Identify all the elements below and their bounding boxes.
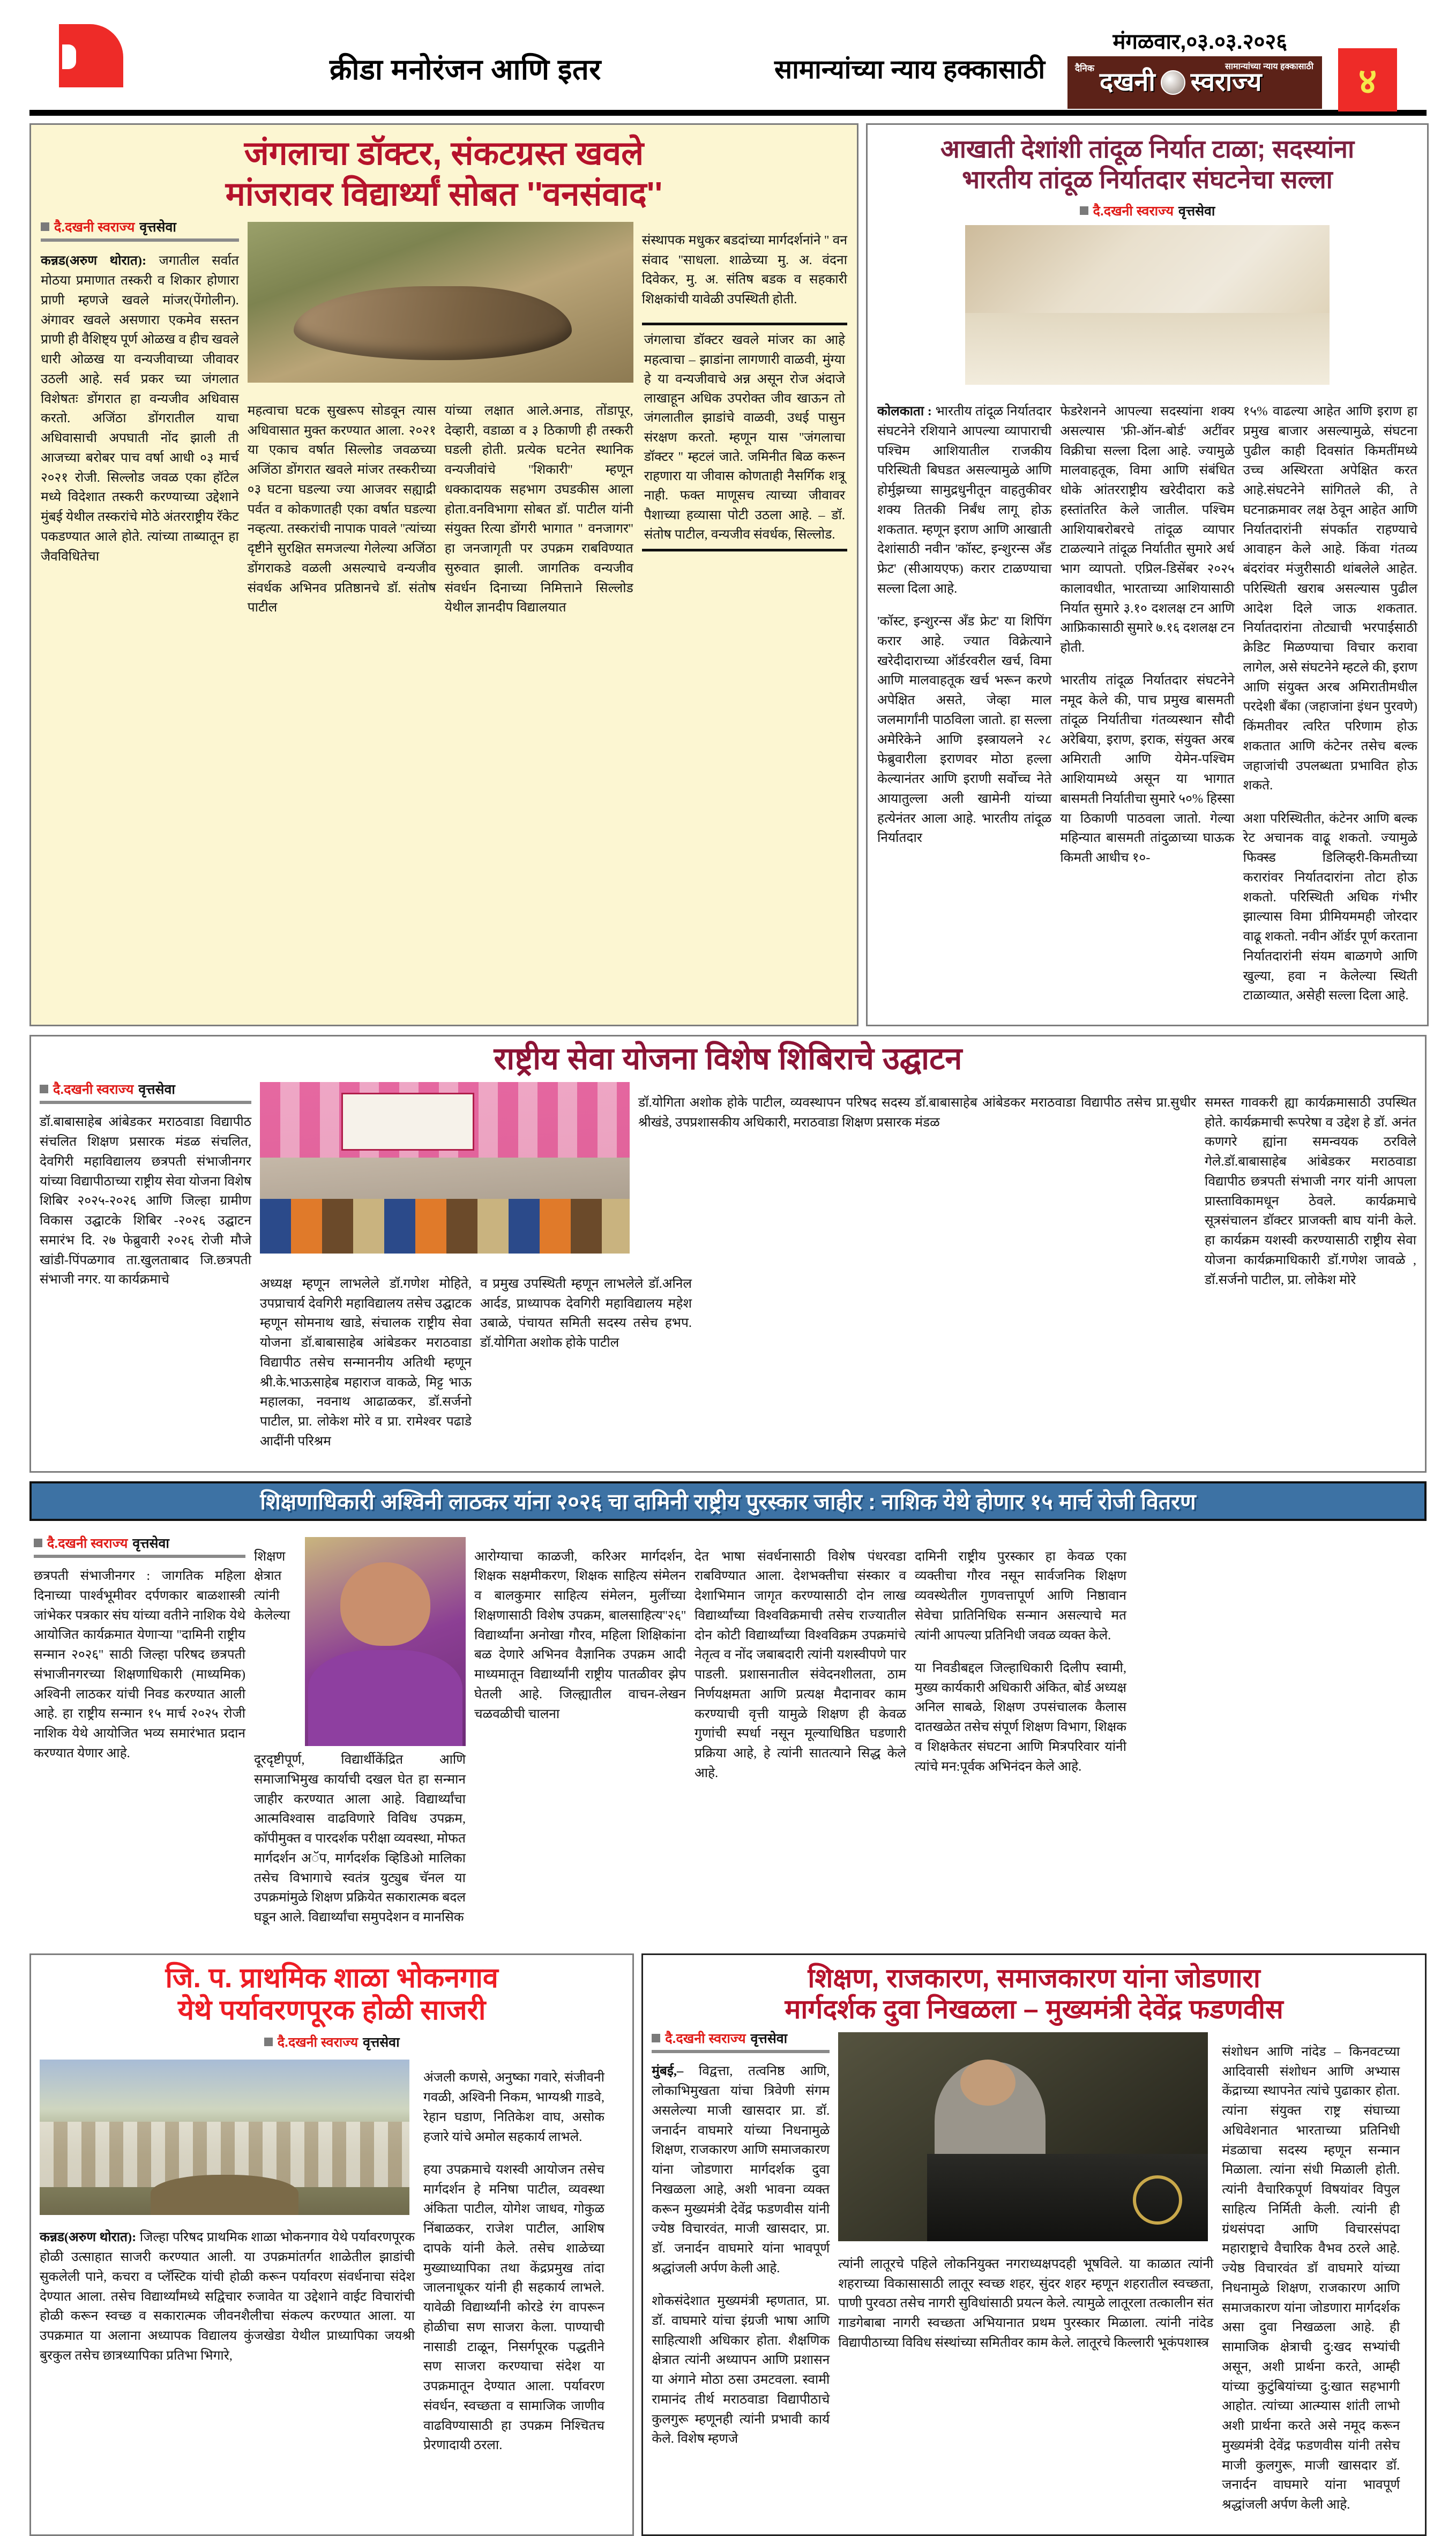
award-banner (29, 1481, 1427, 1521)
award-banner-text: शिक्षणाधिकारी अश्विनी लाठकर यांना २०२६ चा दामिनी राष्ट्रीय पुरस्कार जाहीर : नाशिक येथे होणार १५ मार्च रोजी वितरण (260, 1489, 1196, 1515)
story-waghmare-body-1 (652, 2062, 830, 2278)
publication-logo-icon (59, 24, 123, 87)
story-nss-text-3b: व प्रमुख उपस्थिती म्हणून लाभलेले डॉ.अनिल आर्दड, प्राध्यापक देवगिरी महाविद्यालय महेश उबाळे, पंचायत समिती सदस्य तसेच हभप. डॉ.योगिता अशोक होके पाटील (480, 1276, 692, 1351)
story-holi-text-2: अंजली कणसे, अनुष्का गवारे, संजीवनी गवळी, अश्विनी निकम, भाग्यश्री गाडवे, रेहान घडाण, नितिकेश वाघ, असोक हजारे यांचे अमोल सहकार्य लाभले. (423, 2070, 604, 2144)
byline (41, 218, 239, 236)
section-title: क्रीडा मनोरंजन आणि इतर (330, 54, 601, 86)
story-damini-text-4: देत भाषा संवर्धनासाठी विशेष पंधरवडा राबविण्यात आला. देशभक्तीचा संस्कार व देशाभिमान जागृत करण्यासाठी दोन लाख विद्यार्थ्यांच्या विश्वविक्रमाची तसेच राज्यातील दोन कोटी विद्यार्थ्यांच्या विश्वविक्रम उपक्रमांचे नेतृत्व व नोंद जबाबदारी त्यांनी यशस्वीपणे पार पाडली. प्रशासनातील संवेदनशीलता, ठाम निर्णयक्षमता आणि प्रत्यक्ष मैदानावर काम करण्याची वृत्ती यामुळे शिक्षण ही केवळ गुणांची स्पर्धा नसून मूल्याधिष्ठित घडणारी प्रक्रिया आहे, हे त्यांनी सातत्याने सिद्ध केले आहे. (695, 1549, 906, 1780)
story-waghmare-text-1b: शोकसंदेशात मुख्यमंत्री म्हणतात, प्रा. डॉ. वाघमारे यांचा इंग्रजी भाषा आणि साहित्याशी अधिकार होता. शैक्षणिक क्षेत्रात त्यांनी अध्यापन आणि प्रशासन या अंगाने मोठा ठसा उमटवला. स्वामी रामानंद तीर्थ मराठवाडा विद्यापीठाचे कुलगुरू म्हणूनही त्यांनी प्रभावी कार्य केले. विशेष म्हणजे (652, 2294, 830, 2447)
story-holi-dateline: कन्नड(अरुण थोरात): (40, 2230, 137, 2245)
decor-table (260, 1199, 630, 1254)
story-pangolin-quote: जंगलाचा डॉक्टर खवले मांजर का आहे महत्वाचा – झाडांना लागणारी वाळवी, मुंग्या हे या वन्यजीवाचे अन्न असून रोज अंदाजे लाखाहून अधिक उपरोक्त जीव खाऊन तो जंगलातील झाडांचे वाळवी, उधई पासुन संरक्षण करतो. म्हणून यास ''जंगलाचा डॉक्टर '' म्हटलं जाते. जमिनीत बिळ करून राहणारा या जीवास कोणताही नैसर्गिक शत्रू नाही. फक्त माणूसच त्याच्या जीवावर पैशाच्या हव्यासा पोटी उठला आहे. – डॉ. संतोष पाटील, वन्यजीव संवर्धक, सिल्लोड. (644, 333, 845, 542)
story-rice-body-1 (877, 402, 1051, 599)
masthead-logo (1067, 56, 1322, 109)
story-waghmare-tribute (641, 1953, 1427, 2536)
story-damini-col-3 (474, 1534, 686, 1941)
story-holi-col-2 (423, 2055, 604, 2469)
story-waghmare-headline-line2: मार्गदर्शक दुवा निखळला – मुख्यमंत्री देवेंद्र फडणवीस (785, 1994, 1283, 2025)
story-pangolin (29, 123, 858, 1026)
story-pangolin-quote-box (642, 323, 847, 551)
masthead (29, 0, 1427, 110)
story-rice-headline-line2: भारतीय तांदूळ निर्यातदार संघटनेचा सल्ला (962, 165, 1333, 194)
story-nss-text-3: डॉ.योगिता अशोक होके पाटील, व्यवस्थापन परिषद सदस्य डॉ.बाबासाहेब आंबेडकर मराठवाडा विद्यापीठ तसेच प्रा.सुधीर श्रीखंडे, उपप्रशासकीय अधिकारी, मराठवाडा शिक्षण प्रसारक मंडळ (638, 1095, 1196, 1130)
portrait-dress (308, 1650, 462, 1746)
story-waghmare-text-3: संशोधन आणि नांदेड – किनवटच्या आदिवासी संशोधन आणि अभ्यास केंद्राच्या स्थापनेत त्यांचे पुढाकार होता. त्यांना संयुक्त राष्ट्र संघाच्या अधिवेशनात भारताच्या प्रतिनिधी मंडळाचा सदस्य म्हणून सन्मान मिळाला. त्यांना संधी मिळाली होती. त्यांनी वैचारिकपूर्ण विषयांवर विपुल साहित्य निर्मिती केली. त्यांनी ही ग्रंथसंपदा आणि विचारसंपदा महाराष्ट्राचे वैचारिक वैभव ठरले आहे. ज्येष्ठ विचारवंत डॉ वाघमारे यांच्या निधनामुळे शिक्षण, राजकारण आणि समाजकारण यांना जोडणारा मार्गदर्शक असा दुवा निखळला आहे. ही सामाजिक क्षेत्राची दु:खद सभ्यांची असून, अशी प्रार्थना करते, आम्ही यांच्या कुटुंबियांच्या दु:खात सहभागी आहोत. त्यांच्या आत्म्यास शांती लाभो अशी प्रार्थना करते असे नमूद करून मुख्यमंत्री देवेंद्र फडणवीस यांनी तसेच माजी कुलगुरू, माजी खासदार डॉ. जनार्दन वाघमारे यांना भावपूर्ण श्रद्धांजली अर्पण केली आहे. (1222, 2044, 1400, 2512)
story-pangolin-dateline: कन्नड(अरुण थोरात): (41, 253, 147, 268)
byline-publication: दै.दखनी स्वराज्य (1093, 203, 1174, 219)
story-rice-text-2b: भारतीय तांदूळ निर्यातदार संघटनेने नमूद केले की, पाच प्रमुख बासमती तांदूळ निर्यातीचा गंतव्यस्थान सौदी अरेबिया, इराण, इराक, संयुक्त अरब अमिराती आणि येमेन-पश्चिम आशियामध्ये असून या भागात बासमती निर्यातीचा सुमारे ५०% हिस्सा या ठिकाणी पाठवला जातो. गेल्या महिन्यात बासमती तांदुळाच्या घाऊक किमती आधीच १०- (1060, 673, 1235, 866)
story-damini-text-1: छत्रपती संभाजीनगर : जागतिक महिला दिनाच्या पार्श्वभूमीवर दर्पणकार बाळशास्त्री जांभेकर पत्रकार संघ यांच्या वतीने नाशिक येथे आयोजित कार्यक्रमात येणाऱ्या ''दामिनी राष्ट्रीय सन्मान २०२६'' साठी जिल्हा परिषद छत्रपती संभाजीनगरच्या शिक्षणाधिकारी (माध्यमिक) अश्विनी लाठकर यांची निवड करण्यात आली आहे. हा राष्ट्रीय सन्मान १५ मार्च २०२५ रोजी नाशिक येथे आयोजित भव्य समारंभात प्रदान करण्यात येणार आहे. (34, 1569, 245, 1761)
bullet-square-icon (41, 222, 49, 231)
byline-service: वृत्तसेवा (1178, 203, 1215, 219)
story-holi-text-1: जिल्हा परिषद प्राथमिक शाळा भोकनगाव येथे पर्यावरणपूरक होळी उत्साहात साजरी करण्यात आली. या उपक्रमांतर्गत शाळेतील झाडांची सुकलेली पाने, कचरा व प्लॅस्टिक यांची होळी करून पर्यावरण संवर्धनाचा संदेश देण्यात आला. तसेच विद्यार्थ्यांमध्ये सद्विचार रुजावेत या उद्देशाने वाईट विचारांची होळी करून स्वच्छ व सकारात्मक जीवनशैलीचा संकल्प करण्यात आला. या उपक्रमात या अलाना अध्यापक विद्यालय कुंजखेडा येथील प्राध्यापिका जयश्री बुरकुल तसेच छात्रध्यापिका प्रतिभा भिगारे, (40, 2230, 415, 2363)
byline-divider (652, 2050, 830, 2053)
page-number-badge (1338, 48, 1397, 111)
bullet-square-icon (264, 2038, 273, 2046)
byline-divider (40, 1101, 251, 1104)
story-damini-col-5 (915, 1534, 1126, 1941)
story-rice-headline-line1: आखाती देशांशी तांदूळ निर्यात टाळा; सदस्यांना (940, 135, 1355, 163)
story-waghmare-text-2: त्यांनी लातूरचे पहिले लोकनियुक्त नगराध्यक्षपदही भूषविले. या काळात त्यांनी शहराच्या विकासासाठी लातूर स्वच्छ शहर, सुंदर शहर म्हणून शहरातील स्वच्छता, पाणी पुरवठा तसेच नागरी सुविधांसाठी प्रयत्न केले. त्यामुळे लातूरला तत्कालीन संत गाडगेबाबा नागरी स्वच्छता अभियानात प्रथम पुरस्कार मिळाला. त्यांनी नांदेड विद्यापीठाच्या विविध संस्थांच्या समितीवर काम केले. लातूरचे किल्लारी भूकंपशास्त्र (838, 2256, 1214, 2350)
story-waghmare-photo (838, 2032, 1208, 2241)
byline (40, 2033, 624, 2051)
byline-publication: दै.दखनी स्वराज्य (665, 2031, 746, 2047)
masthead-logo-slogan: सामान्यांच्या न्याय हक्कासाठी (1225, 62, 1313, 71)
story-nss-col-4 (1205, 1080, 1416, 1465)
bullet-square-icon (34, 1539, 42, 1547)
byline-publication: दै.दखनी स्वराज्य (47, 1536, 128, 1552)
masthead-word-1: दखनी (1099, 68, 1155, 96)
story-nss-camp (29, 1035, 1427, 1473)
byline (40, 1080, 251, 1098)
bullet-square-icon (1080, 206, 1088, 215)
story-pangolin-text-2: महत्वाचा घटक सुखरूप सोडवून त्यास अधिवासात मुक्त करण्यात आला. २०२१ या एकाच वर्षात सिल्लोड जवळच्या अजिंठा डोंगरात खवले मांजर तस्करीच्या ०३ घटना घडल्या ज्या आजवर सह्याद्री पर्वत व कोकणातही एका वर्षात घडल्या नव्हत्या. तस्करांची नापाक पावले ''त्यांच्या दृष्टीने सुरक्षित समजल्या गेलेल्या अजिंठा डोंगराकडे वळली असल्याचे वन्यजीव संवर्धक अभिनव प्रतिष्ठानचे डॉ. संतोष पाटील (247, 403, 436, 615)
story-nss-text-2: अध्यक्ष म्हणून लाभलेले डॉ.गणेश मोहिते, उपप्राचार्य देवगिरी महाविद्यालय तसेच उद्घाटक म्हणून सोमनाथ खाडे, संचालक राष्ट्रीय सेवा योजना डॉ.बाबासाहेब आंबेडकर मराठवाडा विद्यापीठ तसेच सन्माननीय अतिथी म्हणून श्री.के.भाऊसाहेब महाराज वाकळे, मिट्ट भाऊ महालका, नवनाथ आढाळकर, डॉ.सर्जनो पाटील, प्रा. लोकेश मोरे व प्रा. रामेश्वर पढाडे आदींनी परिश्रम (260, 1276, 472, 1449)
story-rice-text-2: फेडरेशनने आपल्या सदस्यांना शक्य असल्यास 'फ्री-ऑन-बोर्ड' अटींवर विक्रीचा सल्ला दिला आहे. ज्यामुळे मालवाहतूक, विमा आणि संबंधित धोके आंतरराष्ट्रीय खरेदीदारा कडे हस्तांतरित केले जातील. पश्चिम आशियाबरोबरचे तांदूळ व्यापार टाळल्याने तांदूळ निर्यातीत सुमारे अर्ध भाग व्यापतो. एप्रिल-डिसेंबर २०२५ कालावधीत, भारताच्या आशियासाठी निर्यात सुमारे ३.१० दशलक्ष टन आणि आफ्रिकासाठी सुमारे ७.१६ दशलक्ष टन होती. (1060, 404, 1235, 655)
top-stories-row (29, 123, 1427, 1026)
byline-divider (41, 238, 239, 242)
story-damini-col-4 (695, 1534, 906, 1941)
story-pangolin-headline-line2: मांजरावर विद्यार्थ्यां सोबत ''वनसंवाद'' (225, 175, 663, 213)
story-damini-text-5: दामिनी राष्ट्रीय पुरस्कार हा केवळ एका व्यक्तीचा गौरव नसून सार्वजनिक शिक्षण व्यवस्थेतील गुणवत्तापूर्ण आणि निष्ठावान सेवेचा प्रातिनिधिक सन्मान असल्याचे मत त्यांनी आपल्या प्रतिनिधी जवळ व्यक्त केले. (915, 1549, 1126, 1643)
story-waghmare-col-1 (652, 2029, 830, 2528)
byline-publication: दै.दखनी स्वराज्य (53, 1082, 134, 1098)
story-rice-export (866, 123, 1429, 1026)
story-waghmare-dateline: मुंबई,– (652, 2064, 684, 2079)
story-pangolin-col-4 (642, 218, 847, 631)
story-damini-col-1 (34, 1534, 245, 1941)
byline-service: वृत्तसेवा (750, 2031, 788, 2047)
portrait-face (340, 1562, 430, 1646)
masthead-kicker: दैनिक (1075, 63, 1094, 73)
byline-divider (34, 1555, 245, 1558)
pangolin-shape (294, 286, 571, 360)
story-damini-portrait-photo (305, 1537, 466, 1746)
story-pangolin-col-1 (41, 218, 239, 631)
byline-service: वृत्तसेवा (132, 1536, 169, 1552)
event-banner (341, 1093, 474, 1151)
story-rice-photo (965, 225, 1330, 385)
story-pangolin-photo (248, 222, 633, 383)
bullet-square-icon (652, 2034, 660, 2042)
story-rice-text-1: भारतीय तांदूळ निर्यातदार संघटनेने रशियाने आपल्या व्यापाराची पश्चिम आशियातील राजकीय परिस्थिती बिघडत असल्यामुळे आणि होर्मुझच्या सामुद्रधुनीतून वाहतुकीवर शक्य तितकी निर्बंध लागू होऊ शकतात. म्हणून इराण आणि आखाती देशांसाठी नवीन 'कॉस्ट, इन्शुरन्स अँड फ्रेट' (सीआयएफ) करार टाळण्याचा सल्ला दिला आहे. (877, 404, 1052, 596)
story-damini-text-3: आरोग्याचा काळजी, करिअर मार्गदर्शन, शिक्षक सक्षमीकरण, शिक्षक साहित्य संमेलन व बालकुमार साहित्य संमेलन, मुलींच्या शिक्षणासाठी विशेष उपक्रम, बालसाहित्य''२६'' विद्यार्थ्यांना अनोखा गौरव, महिला शिक्षिकांना बळ देणारे अभिनव वैज्ञानिक उपक्रम आदी माध्यमातून विद्यार्थ्यांनी राष्ट्रीय पातळीवर झेप घेतली आहे. जिल्ह्यातील वाचन-लेखन चळवळीची चालना (474, 1549, 686, 1721)
story-rice-text-3b: अशा परिस्थितीत, कंटेनर आणि बल्क रेट अचानक वाढू शकतो. ज्यामुळे फिक्स्ड डिलिव्हरी-किमतीच्या करारांवर निर्यातदारांना तोटा होऊ शकतो. परिस्थिती अधिक गंभीर झाल्यास विमा प्रीमियममही जोरदार वाढू शकतो. नवीन ऑर्डर पूर्ण करताना निर्यातदारांनी संयम बाळगणे आणि खुल्या, हवा न केलेल्या स्थिती टाळाव्यात, असेही सल्ला दिला आहे. (1243, 811, 1417, 1003)
masthead-word-2: स्वराज्य (1190, 68, 1262, 96)
story-rice-text-3: १५% वाढल्या आहेत आणि इराण हा प्रमुख बाजार असल्यामुळे, संघटना पुढील काही दिवसांत किमतींमध्ये उच्च अस्थिरता अपेक्षित करत आहे.संघटनेने सांगितले की, ते घटनाक्रमावर लक्ष ठेवून आहेत आणि निर्यातदारांनी संपर्कात राहण्याचे आवाहन केले आहे. किंवा गंतव्य बंदरांवर मंजुरीसाठी थांबलेले आहेत. परिस्थिती खराब असल्यास पुढील आदेश दिले जाऊ शकतात. निर्यातदारांना तोट्याची भरपाईसाठी क्रेडिट मिळण्याचा विचार करावा लागेल, असे संघटनेने म्हटले की, इराण आणि संयुक्त अरब अमिरातीमधील परदेशी बँका (जहाजांना इंधन पुरवणे) किंमतीवर त्वरित परिणाम होऊ शकतात आणि कंटेनर तसेच बल्क जहाजांची उपलब्धता प्रभावित होऊ शकते. (1243, 404, 1417, 793)
byline-service: वृत्तसेवा (363, 2034, 400, 2050)
byline-service: वृत्तसेवा (139, 220, 176, 235)
story-nss-headline: राष्ट्रीय सेवा योजना विशेष शिबिराचे उद्घाटन (494, 1041, 962, 1076)
story-holi-body-1 (40, 2228, 415, 2366)
story-pangolin-text-3: यांच्या लक्षात आले.अनाड, तोंडापूर, देव्हारी, वडाळा व ३ ठिकाणी ही तस्करी घडली होती. प्रत्येक घटनेत स्थानिक वन्यजीवांचे ''शिकारी'' म्हणून धक्कादायक सहभाग उघडकीस आला होता.वनविभागा सोबत डॉ. पाटील यांनी संयुक्त रित्या डोंगरी भागात '' वनजागर'' हा जनजागृती पर उपक्रम राबविण्यात सुरुवात झाली. जागतिक वन्यजीव संवर्धन दिनाच्या निमित्ताने सिल्लोड येथील ज्ञानदीप विद्यालयात (444, 403, 633, 615)
globe-icon (1161, 70, 1185, 95)
story-holi-school (29, 1953, 634, 2536)
story-rice-text-1b: 'कॉस्ट, इन्शुरन्स अँड फ्रेट' या शिपिंग करार आहे. ज्यात विक्रेत्याने खरेदीदाराच्या ऑर्डरवरील खर्च, विमा आणि मालवाहतूक खर्च भरून करणे अपेक्षित असते, जेव्हा माल जलमार्गांनी पाठविला जातो. हा सल्ला अमेरिकेने आणि इस्त्रायलने २८ फेब्रुवारीला इराणवर मोठा हल्ला केल्यानंतर आणि इराणी सर्वोच्च नेते आयातुल्ला अली खामेनी यांच्या हत्येनंतर आला आहे. भारतीय तांदूळ निर्यातदार (877, 614, 1052, 846)
story-waghmare-headline-line1: शिक्षण, राजकारण, समाजकारण यांना जोडणारा (808, 1963, 1260, 1994)
page-number: ४ (1358, 61, 1377, 101)
story-pangolin-body-1 (41, 251, 239, 566)
story-rice-dateline: कोलकाता : (877, 404, 932, 419)
story-pangolin-text-4: संस्थापक मधुकर बडदांच्या मार्गदर्शनांने '' वन संवाद ''साधला. शाळेच्या मु. अ. वंदना दिवेकर, मु. अ. संतिष बडक व सहकारी शिक्षकांची यावेळी उपस्थिती होती. (641, 233, 847, 307)
byline (34, 1534, 245, 1552)
masthead-divider (29, 110, 1427, 116)
masthead-tagline: सामान्यांच्या न्याय हक्कासाठी (774, 55, 1046, 84)
speaker-head (960, 2060, 1016, 2106)
story-holi-headline-line2: येथे पर्यावरणपूरक होळी साजरी (177, 1994, 486, 2026)
story-holi-photo (40, 2060, 409, 2215)
byline-publication: दै.दखनी स्वराज्य (277, 2034, 359, 2050)
bottom-stories-row (29, 1953, 1427, 2536)
story-rice-col-2 (1060, 389, 1234, 1019)
story-damini-award (29, 1528, 1427, 1947)
story-nss-text-4: समस्त गावकरी ह्या कार्यक्रमासाठी उपस्थित होते. कार्यक्रमाची रूपरेषा व उद्देश हे डॉ. अनंत कणगरे ह्यांना समन्वयक ठरविले गेले.डॉ.बाबासाहेब आंबेडकर मराठवाडा विद्यापीठ छत्रपती संभाजी नगर यांनी आपला प्रास्ताविकामधून ठेवले. कार्यक्रमाचे सूत्रसंचालन डॉक्टर प्राजक्ती बाघ यांनी केले. हा कार्यक्रम यशस्वी करण्यासाठी राष्ट्रीय सेवा योजना कार्यक्रमाधिकारी डॉ.गणेश जावळे , डॉ.सर्जनो पाटील, प्रा. लोकेश मोरे (1205, 1095, 1416, 1287)
story-pangolin-headline-line1: जंगलाचा डॉक्टर, संकटग्रस्त खवले (244, 135, 644, 172)
story-damini-text-5b: या निवडीबद्दल जिल्हाधिकारी दिलीप स्वामी, मुख्य कार्यकारी अधिकारी अंकित, बोर्ड अध्यक्ष अनिल साबळे, शिक्षण उपसंचालक कैलास दातखळेत तसेच संपूर्ण शिक्षण विभाग, शिक्षक व शिक्षकेतर संघटना आणि मित्रपरिवार यांनी त्यांचे मन:पूर्वक अभिनंदन केले आहे. (915, 1660, 1126, 1774)
byline (877, 202, 1417, 220)
byline-service: वृत्तसेवा (138, 1082, 175, 1098)
story-waghmare-text-1: विद्वत्ता, तत्वनिष्ठ आणि, लोकाभिमुखता यांचा त्रिवेणी संगम असलेल्या माजी खासदार प्रा. डॉ. जनार्दन वाघमारे यांच्या निधनामुळे शिक्षण, राजकारण आणि समाजकारण यांना जोडणारा मार्गदर्शक दुवा निखळला आहे, अशी भावना व्यक्त करून मुख्यमंत्री देवेंद्र फडणवीस यांनी ज्येष्ठ विचारवंत, माजी खासदार, प्रा. डॉ. जनार्दन वाघमारे यांना भावपूर्ण श्रद्धांजली अर्पण केली आहे. (652, 2064, 830, 2276)
story-nss-text-1: डॉ.बाबासाहेब आंबेडकर मराठवाडा विद्यापीठ संचलित शिक्षण प्रसारक मंडळ संचलित, देवगिरी महाविद्यालय छत्रपती संभाजीनगर यांच्या विद्यापीठाच्या राष्ट्रीय सेवा योजना विशेष शिबिर २०२५-२०२६ आणि जिल्हा ग्रामीण विकास उद्घाटके शिबिर -२०२६ उद्घाटन समारंभ दि. २७ फेब्रुवारी २०२६ रोजी मौजे खांडी-पिंपळगाव ता.खुलताबाद जि.छत्रपती संभाजी नगर. या कार्यक्रमाचे (40, 1115, 251, 1287)
story-damini-col-2 (254, 1534, 466, 1941)
byline-publication: दै.दखनी स्वराज्य (54, 220, 135, 235)
story-waghmare-col-3 (1222, 2029, 1400, 2528)
story-nss-col-1 (40, 1080, 251, 1465)
story-rice-col-3 (1243, 389, 1417, 1019)
un-emblem-icon (1133, 2175, 1182, 2225)
story-rice-col-1 (877, 389, 1051, 1019)
story-pangolin-text-1: जगातील सर्वात मोठया प्रमाणात तस्करी व शिकार होणारा प्राणी म्हणजे खवले मांजर(पेंगोलीन). अंगावर खवले असणारा एकमेव सस्तन प्राणी ही वैशिष्ट्य पूर्ण ओळख व हीच खवले धारी ओळख या वन्यजीवाच्या जीवावर उठली आहे. सर्व प्रकर च्या जंगलात विशेषतः डोंगरात हा वन्यजीव अधिवास करतो. अजिंठा डोंगरातील याचा अधिवासाची अपघाती नोंद झाली ती आजच्या बरोबर पाच वर्षा आधी ०३ मार्च २०२१ रोजी. सिल्लोड जवळ एका हॉटेल मध्ये विदेशात तस्करी करण्याच्या उद्देशाने मुंबई येथील तस्करांचे मोठे अंतरराष्ट्रीय रॅकेट पकडण्यात आले होते. त्यांच्या ताब्यातून हा जैवविधितेचा (41, 253, 239, 564)
issue-date: मंगळवार,०३.०३.२०२६ (1112, 30, 1287, 54)
story-holi-text-2b: हया उपक्रमाचे यशस्वी आयोजन तसेच मार्गदर्शन हे मनिषा पाटील, व्यवस्था अंकिता पाटील, योगेश जाधव, गोकुळ निंबाळकर, राजेश पाटील, आशिष दापके यांनी केले. तसेच शाळेच्या मुख्याध्यापिका तथा केंद्रप्रमुख तांदा जालनाधूकर यांनी ही सहकार्य लाभले. यावेळी विद्यार्थ्यांनी कोरडे रंग वापरून होळीचा सण साजरा केला. पाण्याची नासाडी टाळून, निसर्गपूरक पद्धतीने सण साजरा करण्याचा संदेश या उपक्रमातून देण्यात आला. पर्यावरण संवर्धन, स्वच्छता व सामाजिक जाणीव वाढविण्यासाठी हा उपक्रम निश्चितच प्रेरणादायी ठरला. (423, 2162, 604, 2453)
byline (652, 2029, 830, 2047)
story-holi-headline-line1: जि. प. प्राथमिक शाळा भोकनगाव (165, 1963, 498, 1994)
story-damini-text-2: शिक्षण क्षेत्रात त्यांनी केलेल्या दूरदृष्टीपूर्ण, विद्यार्थीकेंद्रित आणि समाजाभिमुख कार्याची दखल घेत हा सन्मान जाहीर करण्यात आला आहे. विद्यार्थ्यांचा आत्मविश्वास वाढविणारे विविध उपक्रम, कॉपीमुक्त व पारदर्शक परीक्षा व्यवस्था, मोफत मार्गदर्शन अॅप, मार्गदर्शक व्हिडिओ मालिका तसेच विभागाचे स्वतंत्र युट्युब चॅनल या उपक्रमांमुळे शिक्षण प्रक्रियेत सकारात्मक बदल घडून आले. विद्यार्थ्यांचा समुपदेशन व मानसिक (254, 1549, 466, 1925)
bullet-square-icon (40, 1085, 48, 1093)
story-nss-photo (260, 1082, 630, 1254)
decor-bonfire (151, 2175, 298, 2215)
